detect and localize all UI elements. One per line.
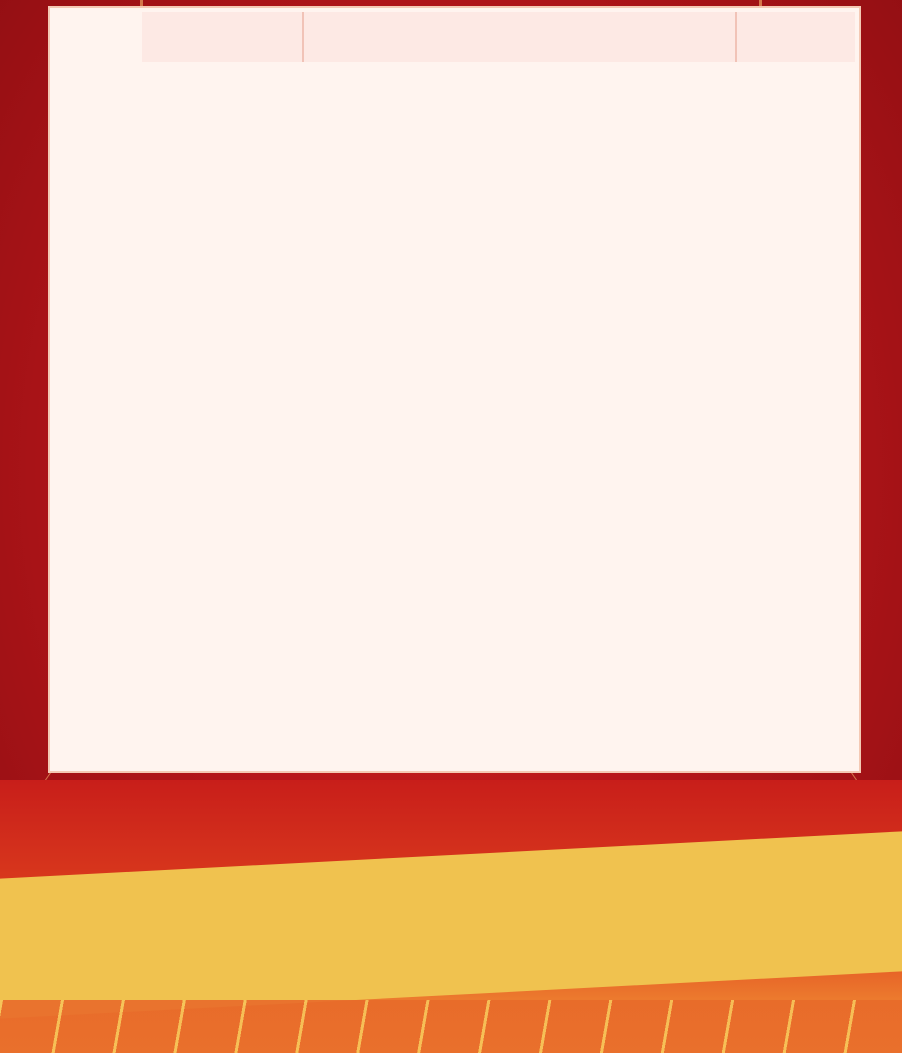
schedule-panel (48, 6, 861, 773)
stage-floor (0, 1000, 902, 1053)
header-classification (737, 12, 855, 62)
header-time (142, 12, 304, 62)
header-film (304, 12, 737, 62)
table-header (142, 12, 855, 62)
